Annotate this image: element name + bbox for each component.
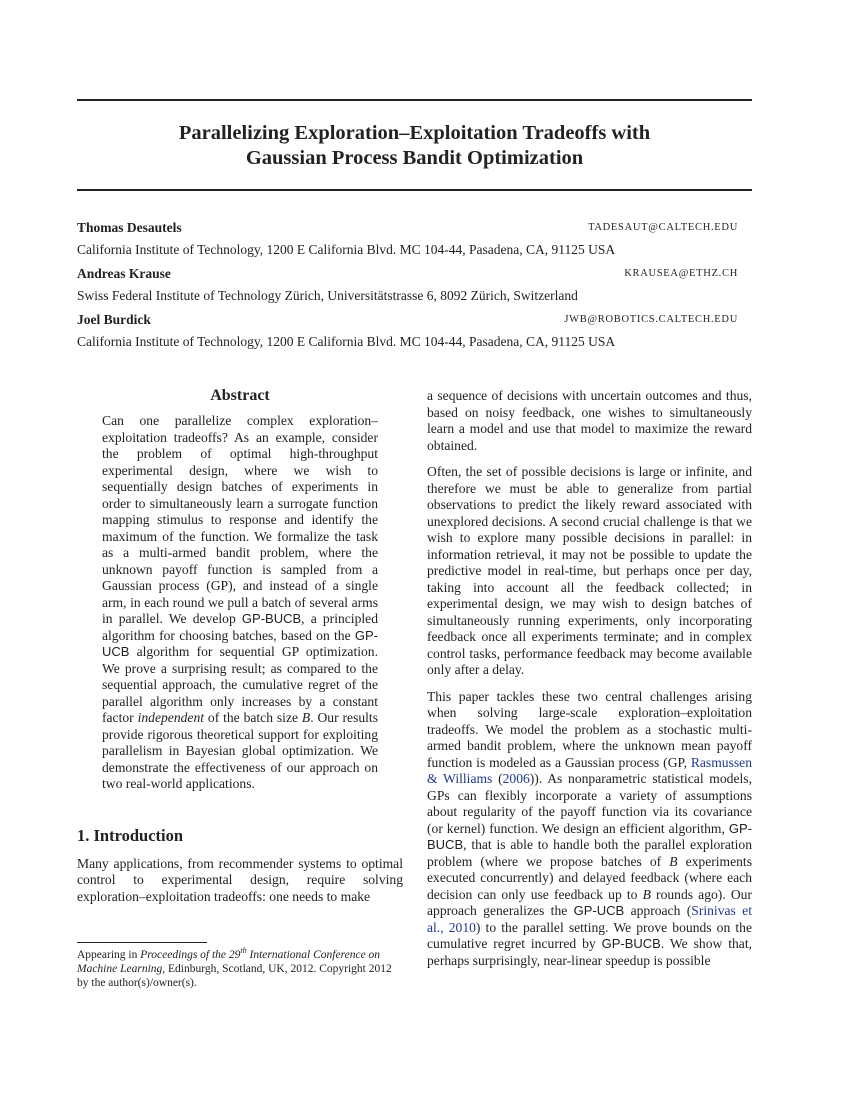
citation-link[interactable]: Srinivas et al., 2010 <box>427 903 752 935</box>
intro-paragraph: a sequence of decisions with uncertain outcomes and thus, based on noisy feedback, one wishes to simultaneously learn a model and use that model to maximize the reward obtained. <box>427 388 752 453</box>
paragraph-text: ( <box>492 771 503 786</box>
title-line-1: Parallelizing Exploration–Exploitation Tradeoffs with <box>178 122 651 144</box>
author-name: Thomas Desautels <box>77 220 182 235</box>
math-variable: B <box>669 853 678 869</box>
paragraph-text: . We show that, perhaps surprisingly, near-linear speedup is possible <box>427 936 752 968</box>
author-affiliation: Swiss Federal Institute of Technology Zürich, Universitätstrasse 6, 8092 Zürich, Switzerland <box>77 288 578 303</box>
paragraph-text: , that is able to handle both the parallel exploration problem (where we propose batches of <box>427 837 752 869</box>
author-email: KRAUSEA@ETHZ.CH <box>624 268 738 279</box>
author-affiliation: California Institute of Technology, 1200 E California Blvd. MC 104-44, Pasadena, CA, 91125 USA <box>77 334 616 349</box>
footnote-rule <box>77 942 207 943</box>
author-email: TADESAUT@CALTECH.EDU <box>588 222 738 233</box>
paragraph-text: rounds ago). Our approach generalizes the <box>427 886 752 918</box>
math-variable: B <box>642 886 651 902</box>
title-rule-top <box>77 99 752 101</box>
abstract-body <box>102 413 378 793</box>
emphasis: independent <box>137 710 205 725</box>
paragraph-text: ) to the parallel setting. We prove bounds on the cumulative regret incurred by <box>427 919 752 951</box>
algorithm-name: GP-UCB <box>102 627 378 659</box>
title-rule-bottom <box>77 189 752 191</box>
abstract-heading: Abstract <box>210 387 270 404</box>
author-block <box>77 312 738 351</box>
author-block <box>77 266 738 305</box>
author-name: Andreas Krause <box>77 266 171 281</box>
algorithm-name: GP-BUCB <box>427 820 752 852</box>
intro-paragraph <box>427 689 752 970</box>
venue-name: Proceedings of the 29 <box>140 949 241 961</box>
abstract-text: algorithm for sequential GP optimization. We prove a surprising result; as compared to the sequential approach, the cumulative regret of the parallel algorithm only increases by a constant factor <box>102 644 378 725</box>
footnote <box>77 942 403 990</box>
abstract-text: . Our results provide rigorous theoretical support for exploiting parallelism in Bayesian global optimization. We demonstrate the effectiveness of our approach on two real-world applications. <box>102 710 379 791</box>
paragraph-text: approach ( <box>624 903 692 918</box>
author-name: Joel Burdick <box>77 312 151 327</box>
algorithm-name: GP-BUCB <box>241 611 302 626</box>
paragraph-text: This paper tackles these two central challenges arising when solving large-scale exploration–exploitation tradeoffs. We model the problem as a stochastic multi-armed bandit problem, where the unknown mean payoff function is modeled as a Gaussian process (GP, <box>427 688 752 770</box>
left-column <box>77 386 403 915</box>
abstract-text: of the batch size <box>204 710 302 725</box>
paragraph-text: )). As nonparametric statistical models, GPs can flexibly incorporate a variety of assumptions about regularity of the payoff function via its covariance (or kernel) function. We design an efficient algorithm, <box>427 771 752 836</box>
intro-paragraph: Many applications, from recommender systems to optimal control to experimental design, require solving exploration–exploitation tradeoffs: one needs to make <box>77 855 403 904</box>
abstract-text: Can one parallelize complex exploration–exploitation tradeoffs? As an example, consider the problem of optimal high-throughput experimental design, where we wish to sequentially design batches of experiments in order to simultaneously learn a surrogate function mapping stimulus to response and identify the maximum of the function. We formalize the task as a multi-armed bandit problem, where the unknown payoff function is sampled from a Gaussian process (GP), and instead of a single arm, in each round we pull a batch of several arms in parallel. We develop <box>102 413 378 626</box>
author-affiliation: California Institute of Technology, 1200 E California Blvd. MC 104-44, Pasadena, CA, 91125 USA <box>77 242 616 257</box>
intro-paragraph: Often, the set of possible decisions is large or infinite, and therefore we must be able to generalize from partial observations to predict the likely reward associated with unexplored decisions. A second crucial challenge is that we wish to explore many possible decisions in parallel: in information retrieval, it may not be possible to update the predictive model in real-time, but perhaps once per day, taking into account all the feedback collected; in experimental design, we may wish to design batches of simultaneously running experiments, only incorporating feedback once all experiments terminate; and in complex control tasks, performance feedback may become available only after a delay. <box>427 464 752 677</box>
venue-superscript: th <box>240 946 247 956</box>
abstract-text: , a principled algorithm for choosing batches, based on the <box>102 611 378 643</box>
author-email: JWB@ROBOTICS.CALTECH.EDU <box>564 314 738 325</box>
title-line-2: Gaussian Process Bandit Optimization <box>245 147 584 169</box>
author-block <box>77 220 738 259</box>
footnote-text: , Edinburgh, Scotland, UK, 2012. Copyright 2012 by the author(s)/owner(s). <box>77 963 392 989</box>
venue-name: International Conference on Machine Learning <box>77 949 381 975</box>
paper-title <box>77 121 752 171</box>
algorithm-name: GP-UCB <box>573 903 625 918</box>
paragraph-text: experiments executed concurrently) and delayed feedback (where each decision can only use feedback up to <box>427 853 752 902</box>
section-heading: 1. Introduction <box>77 825 184 845</box>
footnote-text: Appearing in <box>77 949 141 961</box>
citation-link[interactable]: 2006 <box>502 771 530 786</box>
citation-link[interactable]: Rasmussen & Williams <box>427 754 752 786</box>
math-variable: B <box>301 710 311 725</box>
right-column <box>427 388 752 979</box>
algorithm-name: GP-BUCB <box>601 936 661 951</box>
